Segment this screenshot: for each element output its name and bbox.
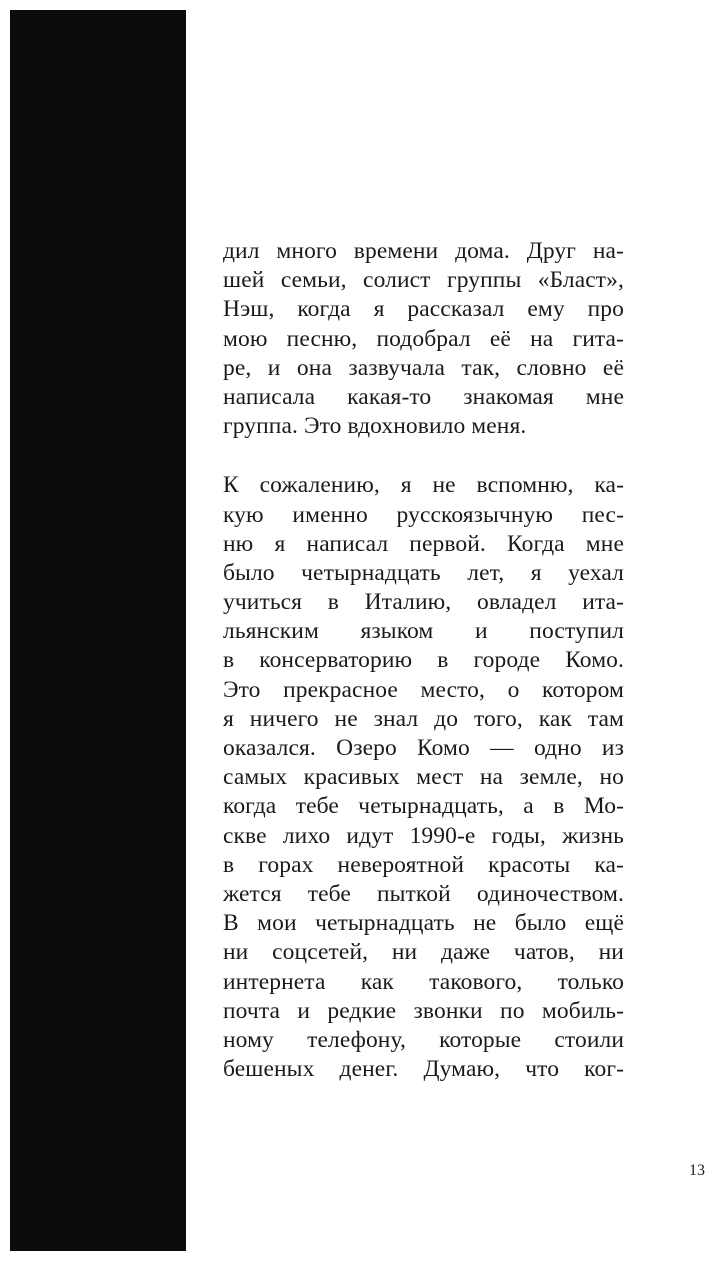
text-line: учиться в Италию, овладел ита-	[223, 589, 624, 616]
text-line: самых красивых мест на земле, но	[223, 764, 624, 791]
black-side-band	[10, 10, 186, 1251]
text-line: Это прекрасное место, о котором	[223, 676, 624, 703]
text-line: льянским языком и поступил	[223, 618, 624, 645]
text-line: К сожалению, я не вспомню, ка-	[223, 472, 624, 499]
page-number: 13	[689, 1162, 705, 1179]
text-line: скве лихо идут 1990-е годы, жизнь	[223, 822, 624, 849]
text-line: написала какая-то знакомая мне	[223, 383, 624, 410]
text-line: ню я написал первой. Когда мне	[223, 530, 624, 557]
text-line: интернета как такового, только	[223, 968, 624, 995]
text-line: оказался. Озеро Комо — одно из	[223, 735, 624, 761]
text-line: жется тебе пыткой одиночеством.	[223, 880, 624, 907]
text-line: когда тебе четырнадцать, а в Мо-	[223, 793, 624, 820]
text-line: я ничего не знал до того, как там	[223, 705, 624, 732]
text-line: В мои четырнадцать не было ещё	[223, 910, 624, 937]
text-line: кую именно русскоязычную пес-	[223, 501, 624, 528]
text-line: шей семьи, солист группы «Бласт»,	[223, 267, 624, 294]
text-line: в консерваторию в городе Комо.	[223, 647, 624, 674]
text-line: ному телефону, которые стоили	[223, 1026, 624, 1053]
text-line: мою песню, подобрал её на гита-	[223, 325, 624, 352]
text-line: ни соцсетей, ни даже чатов, ни	[223, 939, 624, 966]
paragraph-1	[223, 237, 624, 441]
text-line: Нэш, когда я рассказал ему про	[223, 296, 624, 323]
text-line: группа. Это вдохновило меня.	[223, 413, 527, 440]
text-line: ре, и она зазвучала так, словно её	[223, 354, 624, 381]
text-line: в горах невероятной красоты ка-	[223, 851, 624, 878]
text-line: дил много времени дома. Друг на-	[223, 238, 624, 264]
text-line: было четырнадцать лет, я уехал	[223, 559, 624, 586]
text-line: почта и редкие звонки по мобиль-	[223, 997, 624, 1024]
paragraph-2	[223, 471, 624, 1084]
paragraph-gap	[223, 441, 624, 471]
body-text	[223, 237, 624, 1084]
text-line: бешеных денег. Думаю, что ког-	[223, 1056, 624, 1083]
